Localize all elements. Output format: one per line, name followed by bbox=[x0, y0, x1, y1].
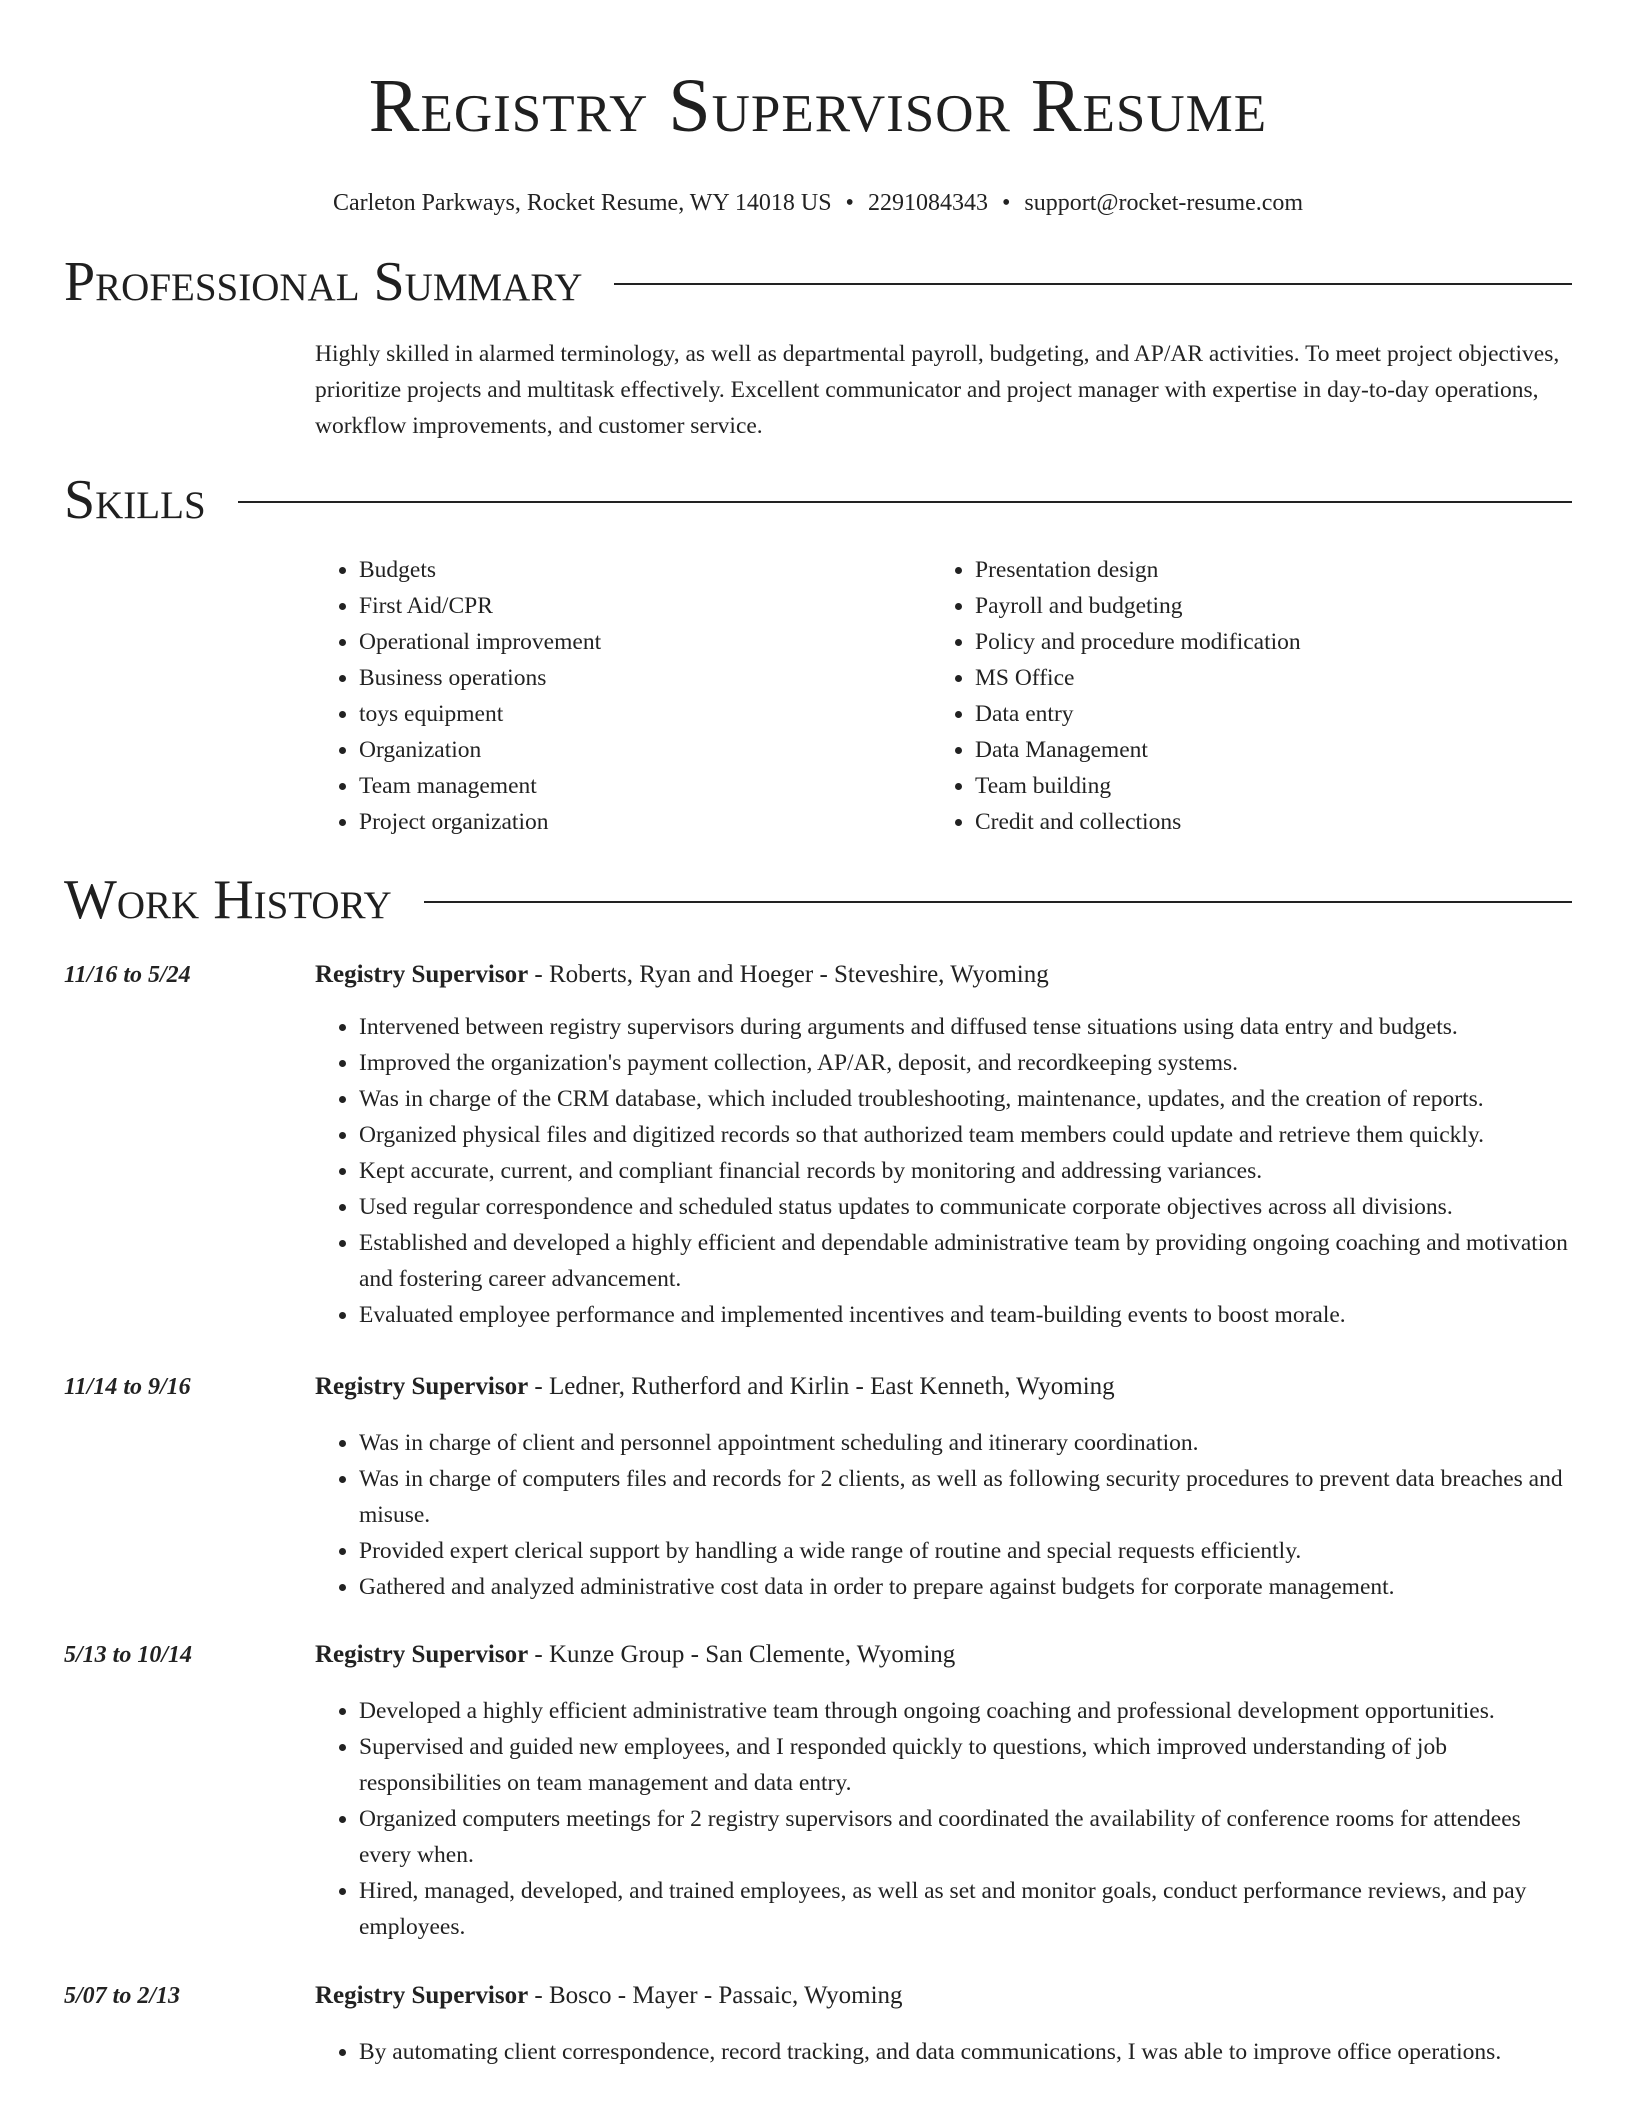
contact-separator: • bbox=[845, 190, 854, 216]
job-bullet: • Was in charge of computers files and records for 2 clients, as well as following security procedures to prevent data breaches and misuse. bbox=[359, 1461, 1573, 1533]
job-headline bbox=[315, 1371, 1115, 1403]
skill-item: • Payroll and budgeting bbox=[975, 588, 1547, 624]
job-bullet: • Evaluated employee performance and implemented incentives and team-building events to boost morale. bbox=[359, 1297, 1573, 1333]
job-role: Registry Supervisor bbox=[315, 1982, 529, 2009]
contact-address: Carleton Parkways, Rocket Resume, WY 14018 US bbox=[332, 190, 832, 216]
job-bullets bbox=[315, 1009, 1573, 1333]
job-bullets bbox=[315, 2034, 1573, 2070]
job-bullet: • Improved the organization's payment collection, AP/AR, deposit, and recordkeeping systems. bbox=[359, 1045, 1573, 1081]
job-bullet: • Organized physical files and digitized records so that authorized team members could update and retrieve them quickly. bbox=[359, 1117, 1573, 1153]
job-headline bbox=[315, 959, 1049, 991]
job-bullet: • Kept accurate, current, and compliant financial records by monitoring and addressing variances. bbox=[359, 1153, 1573, 1189]
job-employer: - Kunze Group - San Clemente, Wyoming bbox=[528, 1641, 956, 1668]
skill-item: • Credit and collections bbox=[975, 804, 1547, 840]
job-dates: 5/07 to 2/13 bbox=[64, 1983, 181, 2009]
job-dates: 5/13 to 10/14 bbox=[64, 1642, 193, 1668]
skill-item: • Business operations bbox=[359, 660, 931, 696]
work-section-header bbox=[64, 868, 1572, 932]
skill-item: • Organization bbox=[359, 732, 931, 768]
job-bullet: • Gathered and analyzed administrative cost data in order to prepare against budgets for corporate management. bbox=[359, 1569, 1573, 1605]
job-bullet: • Was in charge of client and personnel appointment scheduling and itinerary coordination. bbox=[359, 1425, 1573, 1461]
skill-item: • Data Management bbox=[975, 732, 1547, 768]
job-dates: 11/16 to 5/24 bbox=[64, 962, 191, 988]
job-bullets bbox=[315, 1693, 1573, 1945]
skill-item: • First Aid/CPR bbox=[359, 588, 931, 624]
section-divider bbox=[424, 901, 1572, 903]
summary-heading: Professional Summary bbox=[64, 251, 583, 313]
skill-item: • MS Office bbox=[975, 660, 1547, 696]
job-bullet: • Provided expert clerical support by handling a wide range of routine and special requests efficiently. bbox=[359, 1533, 1573, 1569]
job-bullet: • Used regular correspondence and scheduled status updates to communicate corporate objectives across all divisions. bbox=[359, 1189, 1573, 1225]
job-bullet: • Intervened between registry supervisors during arguments and diffused tense situations using data entry and budgets. bbox=[359, 1009, 1573, 1045]
job-bullet: • By automating client correspondence, record tracking, and data communications, I was able to improve office operations. bbox=[359, 2034, 1573, 2070]
contact-phone: 2291084343 bbox=[867, 190, 988, 216]
skills-heading: Skills bbox=[64, 469, 206, 531]
section-divider bbox=[238, 501, 1572, 503]
job-employer: - Roberts, Ryan and Hoeger - Steveshire, Wyoming bbox=[528, 961, 1049, 988]
job-headline bbox=[315, 1639, 955, 1671]
job-bullet: • Organized computers meetings for 2 registry supervisors and coordinated the availability of conference rooms for attendees every when. bbox=[359, 1801, 1573, 1873]
job-employer: - Ledner, Rutherford and Kirlin - East Kenneth, Wyoming bbox=[528, 1373, 1115, 1400]
job-bullet: • Supervised and guided new employees, and I responded quickly to questions, which improved understanding of job responsibilities on team management and data entry. bbox=[359, 1729, 1573, 1801]
resume-title: Registry Supervisor Resume bbox=[368, 64, 1268, 148]
job-bullets bbox=[315, 1425, 1573, 1605]
work-heading: Work History bbox=[64, 869, 392, 931]
job-bullet: • Developed a highly efficient administrative team through ongoing coaching and professional development opportunities. bbox=[359, 1693, 1573, 1729]
skill-item: • Presentation design bbox=[975, 552, 1547, 588]
job-dates: 11/14 to 9/16 bbox=[64, 1374, 191, 1400]
skills-column-left bbox=[315, 552, 931, 840]
job-headline bbox=[315, 1980, 903, 2012]
summary-text: Highly skilled in alarmed terminology, as well as departmental payroll, budgeting, and AP/AR activities. To meet project objectives, prioritize projects and multitask effectively. Excellent communicator and project manager with expertise in day-to-day operations, workflow improvements, and customer service. bbox=[315, 341, 1560, 439]
job-role: Registry Supervisor bbox=[315, 1373, 529, 1400]
job-bullet: • Established and developed a highly efficient and dependable administrative team by providing ongoing coaching and motivation and fostering career advancement. bbox=[359, 1225, 1573, 1297]
job-role: Registry Supervisor bbox=[315, 1641, 529, 1668]
section-divider bbox=[614, 283, 1572, 285]
skill-item: • Project organization bbox=[359, 804, 931, 840]
skills-list bbox=[315, 552, 1565, 840]
skill-item: • Team building bbox=[975, 768, 1547, 804]
skill-item: • Budgets bbox=[359, 552, 931, 588]
job-employer: - Bosco - Mayer - Passaic, Wyoming bbox=[528, 1982, 903, 2009]
contact-separator: • bbox=[1001, 190, 1011, 216]
job-role: Registry Supervisor bbox=[315, 961, 529, 988]
skills-column-right bbox=[931, 552, 1547, 840]
skill-item: • Team management bbox=[359, 768, 931, 804]
skill-item: • Policy and procedure modification bbox=[975, 624, 1547, 660]
contact-line bbox=[64, 188, 1572, 218]
skill-item: • toys equipment bbox=[359, 696, 931, 732]
contact-email: support@rocket-resume.com bbox=[1024, 190, 1304, 216]
skill-item: • Operational improvement bbox=[359, 624, 931, 660]
skills-section-header bbox=[64, 468, 1572, 532]
summary-section-header bbox=[64, 250, 1572, 314]
resume-page bbox=[64, 0, 1572, 2065]
skill-item: • Data entry bbox=[975, 696, 1547, 732]
job-bullet: • Hired, managed, developed, and trained employees, as well as set and monitor goals, conduct performance reviews, and pay employees. bbox=[359, 1873, 1573, 1945]
job-bullet: • Was in charge of the CRM database, which included troubleshooting, maintenance, updates, and the creation of reports. bbox=[359, 1081, 1573, 1117]
